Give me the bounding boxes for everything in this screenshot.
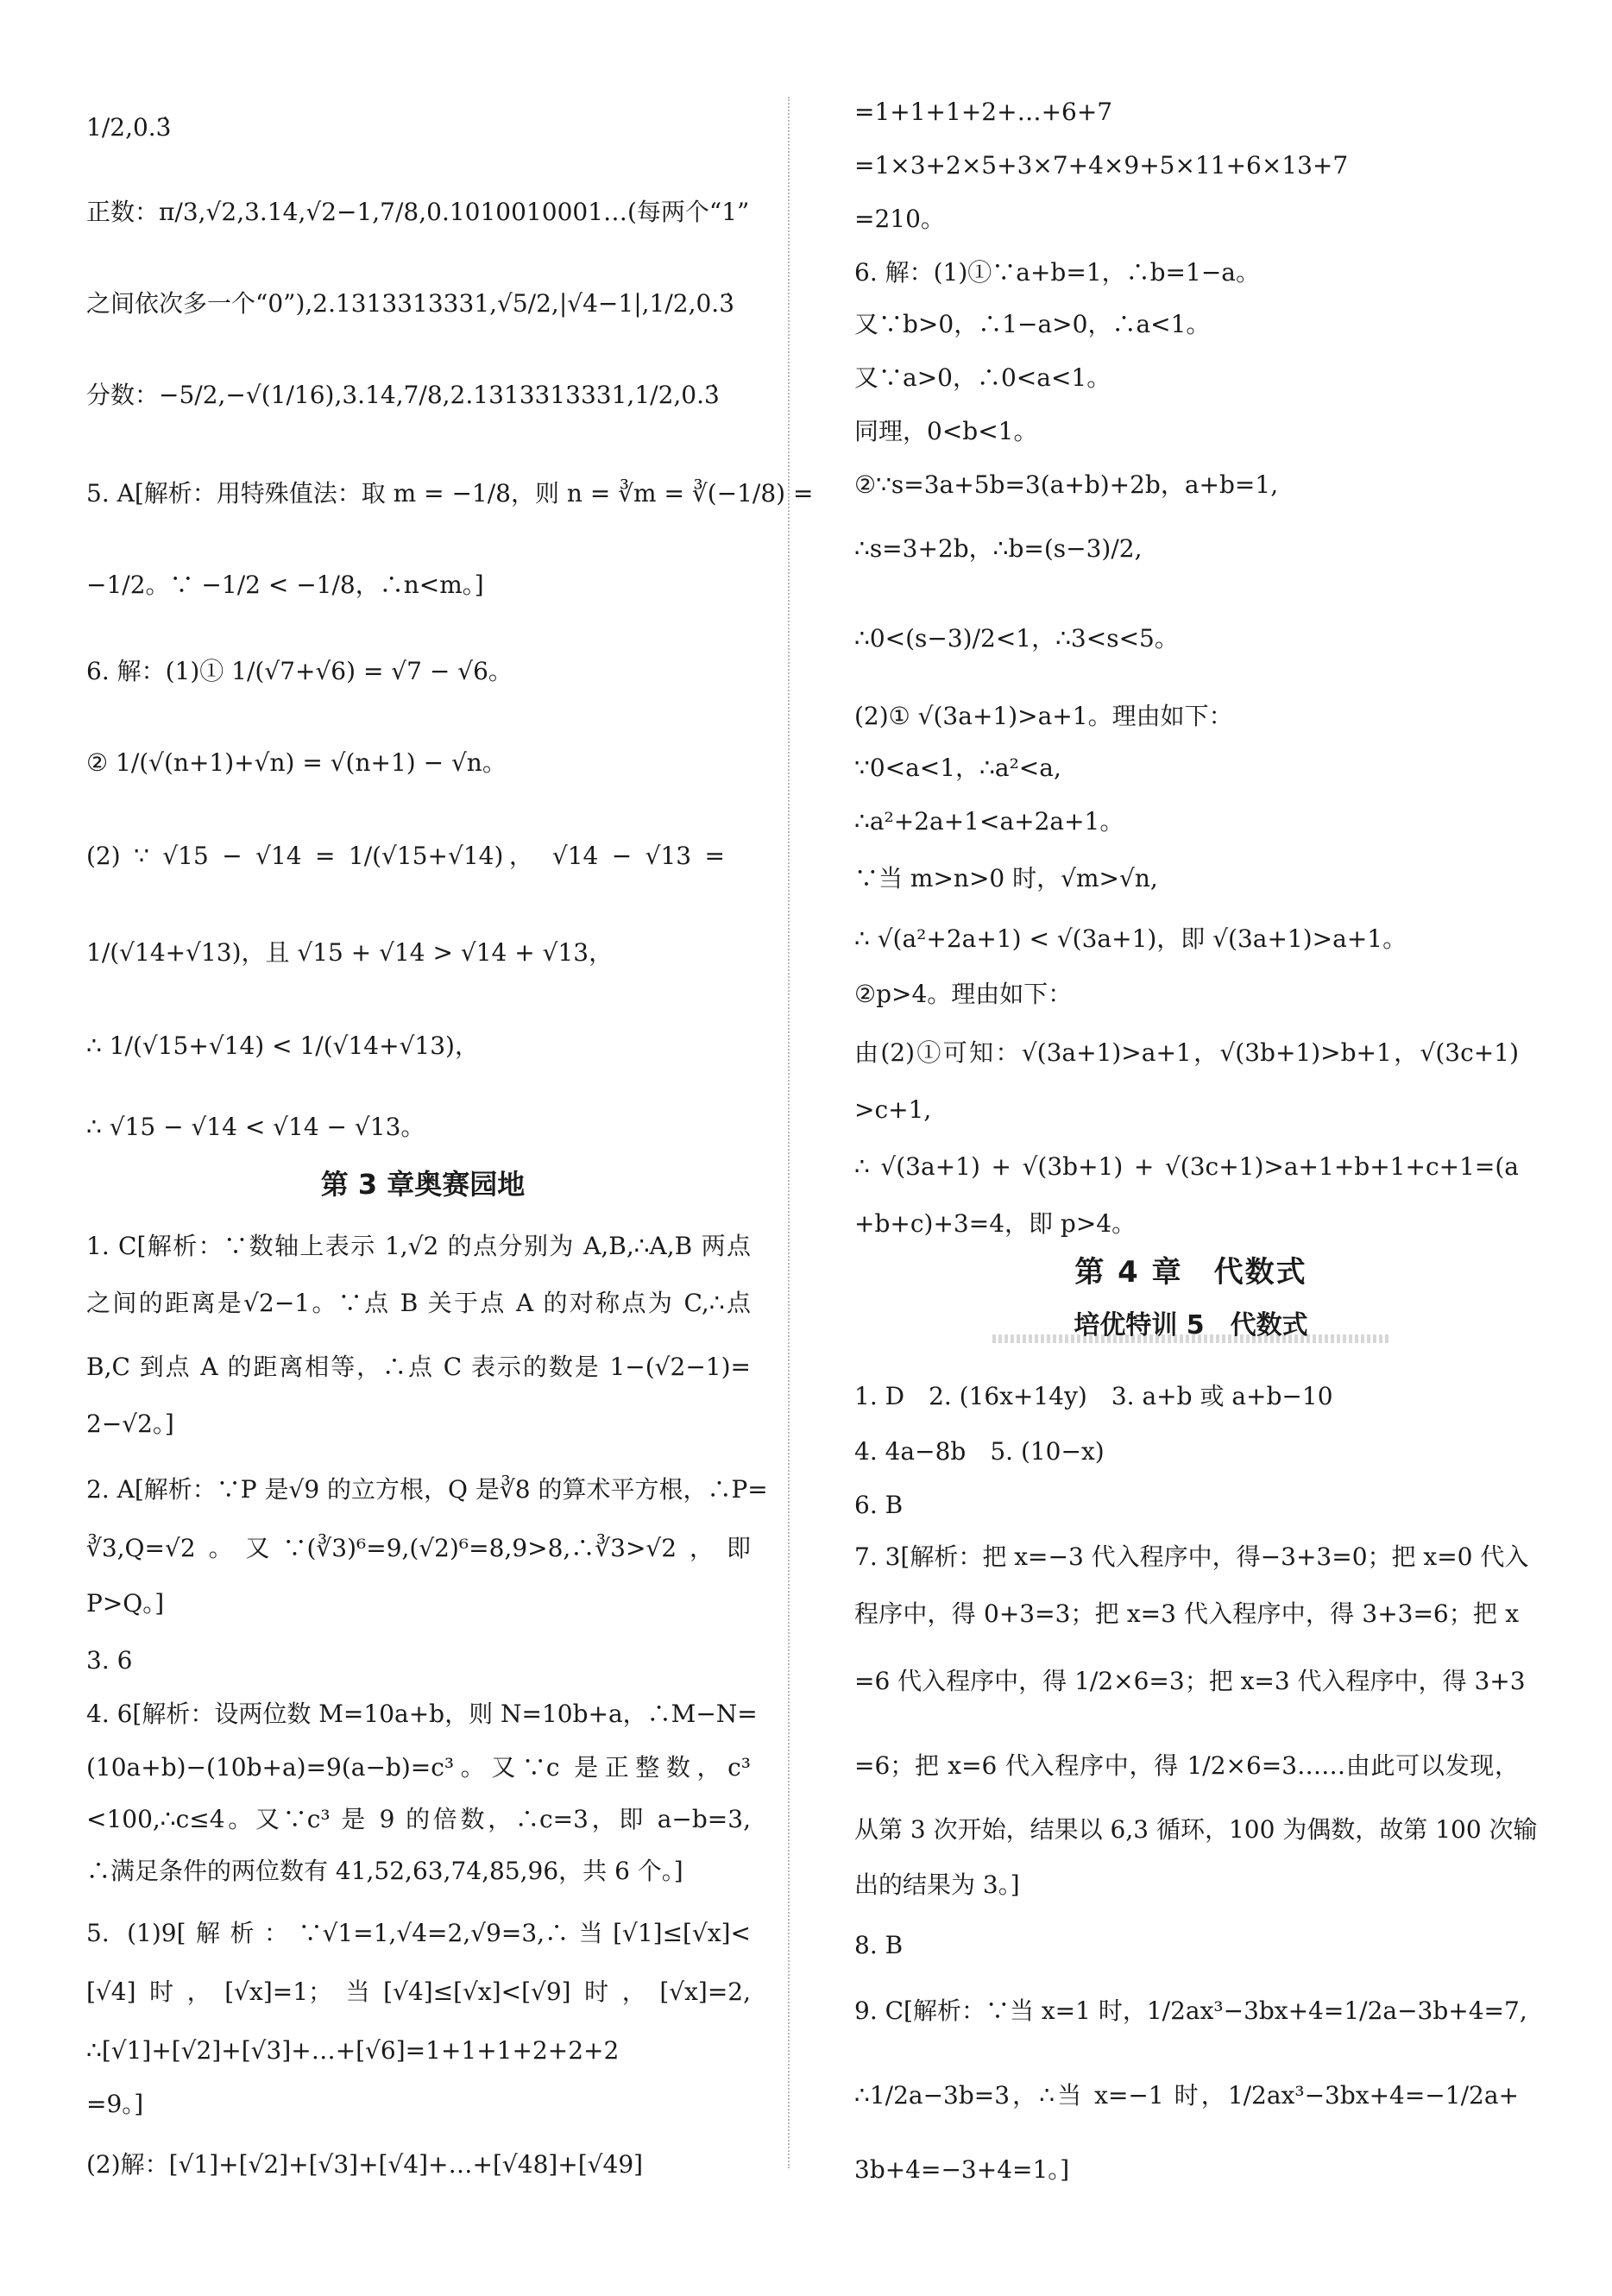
question-6-line: 6. 解：(1)①∵a+b=1，∴b=1−a。 [854,258,1260,287]
text-line: =6；把 x=6 代入程序中，得 1/2×6=3……由此可以发现， [854,1751,1519,1780]
text-line: ② 1/(√(n+1)+√n) = √(n+1) − √n。 [86,748,507,777]
question-7-line: 7. 3[解析：把 x=−3 代入程序中，得−3+3=0；把 x=0 代入 [854,1542,1529,1571]
text-line: 由(2)①可知：√(3a+1)>a+1，√(3b+1)>b+1，√(3c+1) [854,1038,1519,1067]
text-line: 又∵a>0，∴0<a<1。 [854,363,1111,392]
text-line: P>Q。] [86,1589,165,1618]
olympiad-q1-line: 1. C[解析：∵数轴上表示 1,√2 的点分别为 A,B,∴A,B 两点 [86,1232,751,1260]
text-line: ∴ 1/(√15+√14) < 1/(√14+√13)， [86,1031,479,1060]
text-line: =210。 [854,205,945,233]
text-line: 1/2,0.3̇ [86,113,172,142]
question-9-line: 9. C[解析：∵当 x=1 时，1/2ax³−3bx+4=1/2a−3b+4=7, [854,1996,1527,2025]
text-line: ∴ √(a²+2a+1) < √(3a+1)，即 √(3a+1)>a+1。 [854,924,1407,953]
text-line: ②∵s=3a+5b=3(a+b)+2b，a+b=1, [854,470,1279,499]
answer-line: 8. B [854,1931,904,1959]
text-line: ∴1/2a−3b=3，∴当 x=−1 时，1/2ax³−3bx+4=−1/2a+ [854,2081,1519,2110]
text-line: ∴s=3+2b，∴b=(s−3)/2, [854,534,1143,563]
text-line: 又∵b>0，∴1−a>0，∴a<1。 [854,310,1211,338]
text-line: 从第 3 次开始，结果以 6,3 循环，100 为偶数，故第 100 次输 [854,1815,1538,1844]
text-line: ∴0<(s−3)/2<1，∴3<s<5。 [854,624,1179,653]
text-line: 出的结果为 3。] [854,1870,1020,1899]
text-line: 1/(√14+√13)，且 √15 + √14 > √14 + √13， [86,938,614,967]
answer-line: 4. 4a−8b 5. (10−x) [854,1437,1105,1466]
text-line: =9。] [86,2090,144,2118]
olympiad-q2-line: 2. A[解析：∵P 是√9 的立方根，Q 是∛8 的算术平方根，∴P= [86,1475,768,1504]
section-title: 培优特训 5 代数式 [1074,1310,1308,1340]
text-line: =6 代入程序中，得 1/2×6=3；把 x=3 代入程序中，得 3+3 [854,1667,1526,1695]
text-line: >c+1, [854,1095,932,1124]
text-line: =1+1+1+2+…+6+7 [854,98,1113,126]
question-5-line: 5. A[解析：用特殊值法：取 m = −1/8，则 n = ∛m = ∛(−1/8) = [86,479,814,508]
answer-line: 6. B [854,1491,904,1519]
text-line: ∵0<a<1，∴a²<a, [854,754,1061,782]
text-line: =1×3+2×5+3×7+4×9+5×11+6×13+7 [854,151,1349,180]
text-line: 3b+4=−3+4=1。] [854,2155,1070,2184]
answer-line: 1. D 2. (16x+14y) 3. a+b 或 a+b−10 [854,1382,1333,1410]
text-line: +b+c)+3=4，即 p>4。 [854,1209,1137,1238]
text-line: 正数：π/3,√2,3.14,√2−1,7/8,0.1010010001…(每两个“1” [86,198,750,226]
text-line: (2)解：[√1]+[√2]+[√3]+[√4]+…+[√48]+[√49] [86,2150,644,2179]
text-line: ∴满足条件的两位数有 41,52,63,74,85,96，共 6 个。] [86,1857,683,1885]
text-line: 2−√2。] [86,1410,174,1438]
text-line: ∴a²+2a+1<a+2a+1。 [854,807,1124,836]
text-line: 之间的距离是√2−1。∵点 B 关于点 A 的对称点为 C,∴点 [86,1289,751,1317]
text-line: 同理，0<b<1。 [854,417,1038,445]
text-line: <100,∴c≤4。又∵c³ 是 9 的倍数，∴c=3，即 a−b=3, [86,1805,751,1833]
question-6-line: 6. 解：(1)① 1/(√7+√6) = √7 − √6。 [86,657,513,685]
section-title-banner [992,1309,1389,1347]
text-line: (2) ∵ √15 − √14 = 1/(√15+√14)， √14 − √13 = [86,842,725,870]
text-line: 程序中，得 0+3=3；把 x=3 代入程序中，得 3+3=6；把 x [854,1599,1519,1628]
text-line: ∴ √(3a+1) + √(3b+1) + √(3c+1)>a+1+b+1+c+1=(a [854,1152,1519,1181]
olympiad-q5-line: 5. (1)9[解析：∵√1=1,√4=2,√9=3,∴当[√1]≤[√x]< [86,1919,751,1947]
chapter-3-title: 第 3 章奥赛园地 [320,1168,526,1201]
text-line: ∛3,Q=√2。又∵(∛3)⁶=9,(√2)⁶=8,9>8,∴∛3>√2，即 [86,1534,751,1562]
olympiad-q3-line: 3. 6 [86,1646,133,1675]
text-line: 分数：−5/2,−√(1/16),3.14,7/8,2.1313313331,1/2,0.3̇ [86,381,720,409]
text-line: (10a+b)−(10b+a)=9(a−b)=c³。又∵c 是正整数，c³ [86,1753,751,1782]
olympiad-q4-line: 4. 6[解析：设两位数 M=10a+b，则 N=10b+a，∴M−N= [86,1700,758,1728]
text-line: ②p>4。理由如下： [854,980,1073,1008]
text-line: ∵当 m>n>0 时，√m>√n, [854,864,1158,893]
text-line: −1/2。∵ −1/2 < −1/8，∴n<m。] [86,571,484,599]
text-line: [√4]时，[√x]=1；当[√4]≤[√x]<[√9]时，[√x]=2, [86,1977,751,2006]
text-line: B,C 到点 A 的距离相等，∴点 C 表示的数是 1−(√2−1)= [86,1353,751,1381]
text-line: (2)① √(3a+1)>a+1。理由如下： [854,702,1233,730]
text-line: ∴ √15 − √14 < √14 − √13。 [86,1113,425,1141]
chapter-4-title: 第 4 章 代数式 [1074,1255,1307,1290]
text-line: 之间依次多一个“0”),2.1313313331,√5/2,|√4−1|,1/2,0.3̇ [86,289,735,318]
text-line: ∴[√1]+[√2]+[√3]+…+[√6]=1+1+1+2+2+2 [86,2036,620,2065]
column-divider [788,97,790,2168]
